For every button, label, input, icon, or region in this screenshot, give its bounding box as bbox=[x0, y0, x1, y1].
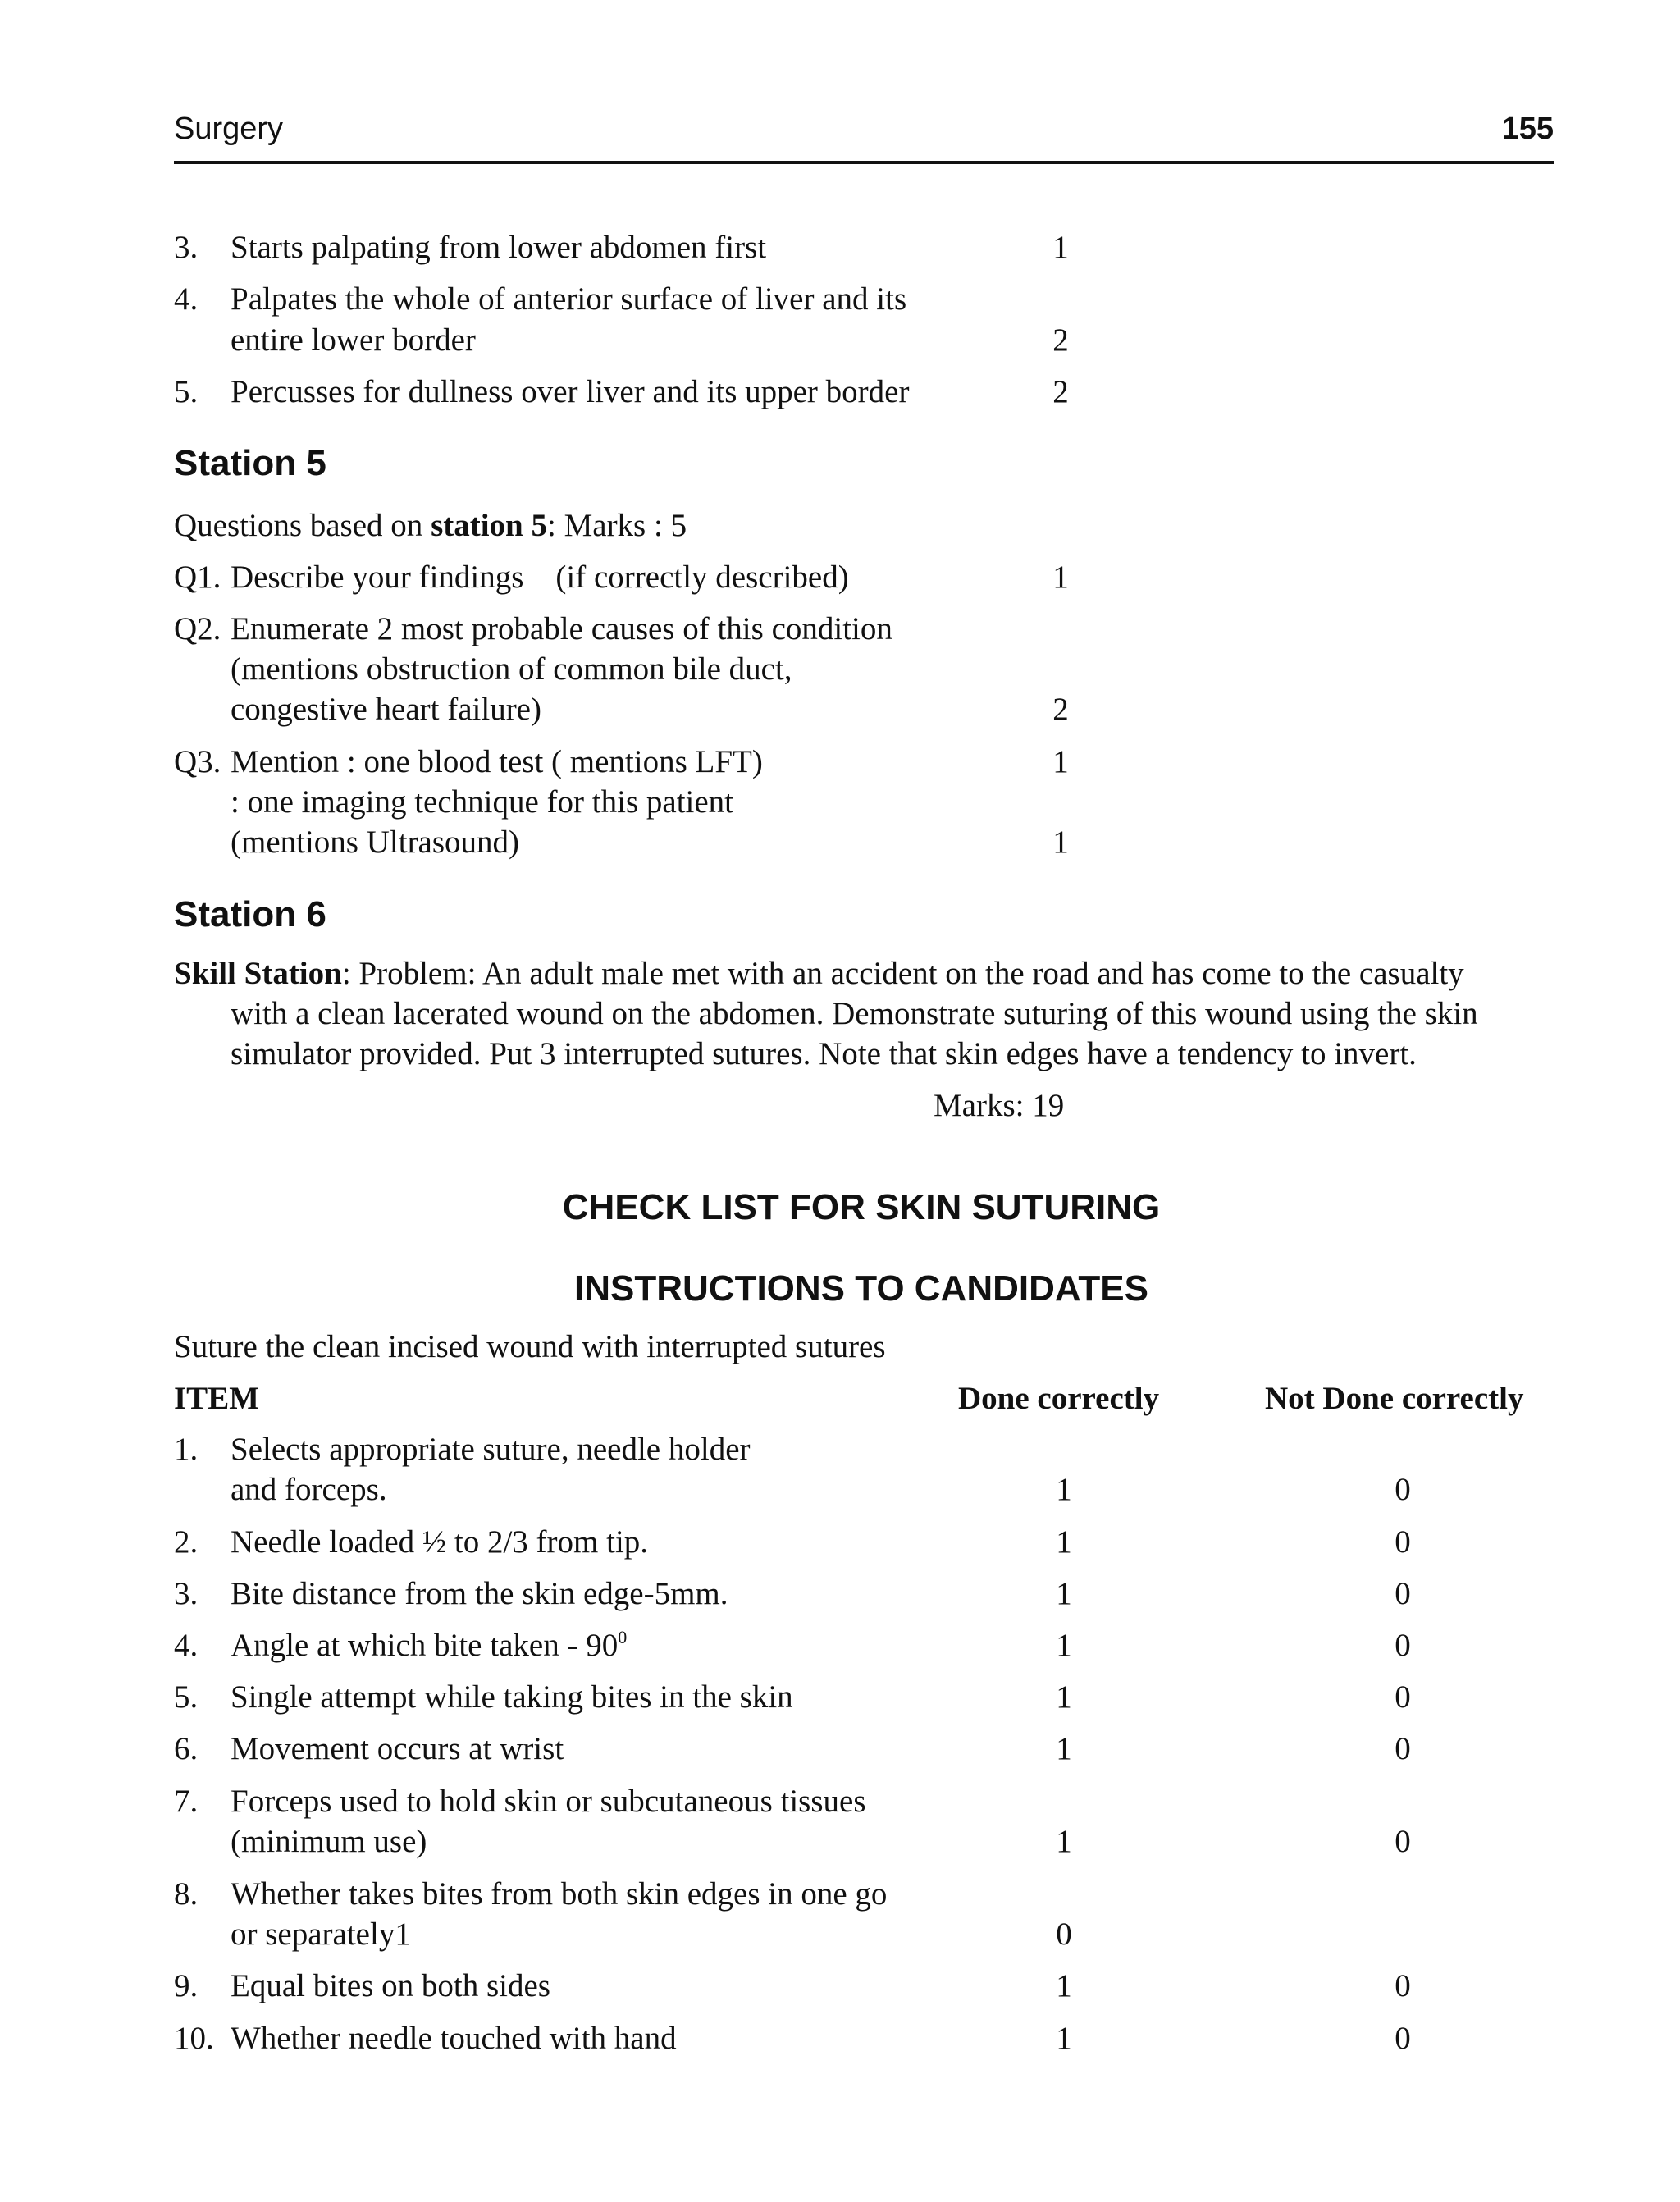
row-number: 4. bbox=[174, 1628, 199, 1663]
not-done-mark: 0 bbox=[1395, 1628, 1411, 1663]
not-done-mark: 0 bbox=[1395, 1524, 1411, 1560]
question-number: Q3. bbox=[174, 744, 221, 779]
column-header-done: Done correctly bbox=[958, 1381, 1160, 1416]
superscript: 0 bbox=[618, 1627, 628, 1647]
row-number: 7. bbox=[174, 1784, 199, 1819]
row-number: 1. bbox=[174, 1432, 199, 1467]
question-mark: 1 bbox=[1052, 744, 1069, 779]
question-text: (mentions Ultrasound) bbox=[231, 825, 520, 860]
column-header-item: ITEM bbox=[174, 1381, 260, 1416]
row-text: Movement occurs at wrist bbox=[231, 1731, 564, 1766]
section-title: Station 5 bbox=[174, 443, 326, 483]
question-number: Q2. bbox=[174, 611, 221, 646]
done-mark: 1 bbox=[1056, 1628, 1072, 1663]
item-number: 5. bbox=[174, 374, 199, 409]
not-done-mark: 0 bbox=[1395, 2021, 1411, 2056]
item-mark: 2 bbox=[1052, 374, 1069, 409]
row-number: 10. bbox=[174, 2021, 214, 2056]
row-number: 5. bbox=[174, 1679, 199, 1715]
row-text: Whether needle touched with hand bbox=[231, 2021, 677, 2056]
row-text: Single attempt while taking bites in the skin bbox=[231, 1679, 793, 1715]
header-rule bbox=[174, 161, 1554, 164]
not-done-mark: 0 bbox=[1395, 1472, 1411, 1507]
station6-marks: Marks: 19 bbox=[934, 1088, 1065, 1123]
not-done-mark: 0 bbox=[1395, 1679, 1411, 1715]
row-text: Whether takes bites from both skin edges in one go bbox=[231, 1876, 888, 1912]
checklist-title: CHECK LIST FOR SKIN SUTURING bbox=[562, 1187, 1161, 1227]
row-number: 8. bbox=[174, 1876, 199, 1912]
checklist-subtitle: INSTRUCTIONS TO CANDIDATES bbox=[574, 1268, 1148, 1309]
row-number: 9. bbox=[174, 1968, 199, 2003]
skill-station-label: Skill Station bbox=[174, 956, 342, 991]
item-number: 4. bbox=[174, 281, 199, 317]
item-mark: 2 bbox=[1052, 322, 1069, 358]
row-text: (minimum use) bbox=[231, 1824, 427, 1859]
row-text: Bite distance from the skin edge-5mm. bbox=[231, 1576, 728, 1611]
page-number: 155 bbox=[1501, 112, 1554, 146]
item-mark: 1 bbox=[1052, 230, 1069, 265]
item-text: Starts palpating from lower abdomen first bbox=[231, 230, 767, 265]
question-mark: 2 bbox=[1052, 692, 1069, 727]
not-done-mark: 0 bbox=[1395, 1968, 1411, 2003]
row-text: Angle at which bite taken - $90^0$ bbox=[231, 1627, 628, 1663]
skill-station-line: Skill Station: Problem: An adult male met with an accident on the road and has come to the casualty bbox=[174, 956, 1464, 991]
done-mark: 1 bbox=[1056, 1731, 1072, 1766]
checklist-instruction: Suture the clean incised wound with interrupted sutures bbox=[174, 1329, 886, 1364]
row-text: and forceps. bbox=[231, 1472, 387, 1507]
row-number: 6. bbox=[174, 1731, 199, 1766]
row-number: 2. bbox=[174, 1524, 199, 1560]
question-mark: 1 bbox=[1052, 825, 1069, 860]
done-mark: 1 bbox=[1056, 1472, 1072, 1507]
row-text: Forceps used to hold skin or subcutaneous tissues bbox=[231, 1784, 866, 1819]
row-text: or separately1 bbox=[231, 1916, 411, 1952]
question-text: (mentions obstruction of common bile duct, bbox=[231, 651, 792, 687]
row-text: Selects appropriate suture, needle holder bbox=[231, 1432, 751, 1467]
item-number: 3. bbox=[174, 230, 199, 265]
skill-station-line: simulator provided. Put 3 interrupted sutures. Note that skin edges have a tendency to invert. bbox=[231, 1036, 1417, 1071]
skill-station-line: with a clean lacerated wound on the abdomen. Demonstrate suturing of this wound using the skin bbox=[231, 996, 1478, 1031]
station5-intro: Questions based on station 5: Marks : 5 bbox=[174, 508, 687, 543]
item-text: Palpates the whole of anterior surface of liver and its bbox=[231, 281, 907, 317]
question-number: Q1. bbox=[174, 560, 221, 595]
done-mark: 0 bbox=[1056, 1916, 1072, 1952]
question-text: Describe your findings (if correctly described) bbox=[231, 560, 849, 595]
column-header-not-done: Not Done correctly bbox=[1265, 1381, 1524, 1416]
question-text: Mention : one blood test ( mentions LFT) bbox=[231, 744, 763, 779]
question-text: Enumerate 2 most probable causes of this condition bbox=[231, 611, 892, 646]
not-done-mark: 0 bbox=[1395, 1576, 1411, 1611]
done-mark: 1 bbox=[1056, 1576, 1072, 1611]
running-title: Surgery bbox=[174, 112, 284, 146]
done-mark: 1 bbox=[1056, 1524, 1072, 1560]
done-mark: 1 bbox=[1056, 1824, 1072, 1859]
done-mark: 1 bbox=[1056, 2021, 1072, 2056]
row-number: 3. bbox=[174, 1576, 199, 1611]
row-text: Needle loaded ½ to 2/3 from tip. bbox=[231, 1524, 649, 1560]
done-mark: 1 bbox=[1056, 1679, 1072, 1715]
not-done-mark: 0 bbox=[1395, 1731, 1411, 1766]
done-mark: 1 bbox=[1056, 1968, 1072, 2003]
question-text: : one imaging technique for this patient bbox=[231, 784, 734, 820]
question-mark: 1 bbox=[1052, 560, 1069, 595]
row-text: Equal bites on both sides bbox=[231, 1968, 550, 2003]
not-done-mark: 0 bbox=[1395, 1824, 1411, 1859]
item-text: entire lower border bbox=[231, 322, 476, 358]
section-title: Station 6 bbox=[174, 894, 326, 934]
question-text: congestive heart failure) bbox=[231, 692, 541, 727]
item-text: Percusses for dullness over liver and its upper border bbox=[231, 374, 910, 409]
